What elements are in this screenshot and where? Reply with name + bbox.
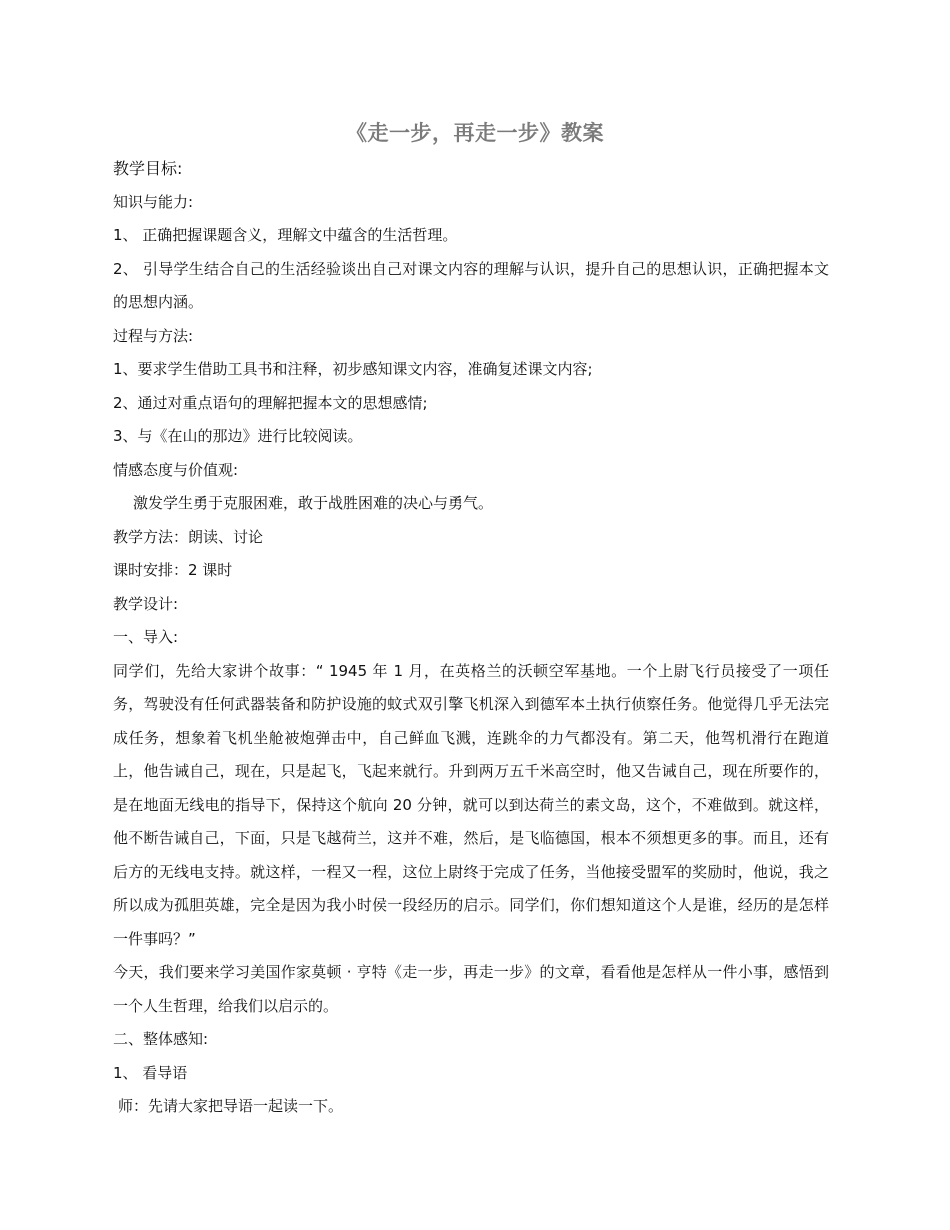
document-title: 《走一步，再走一步》教案	[346, 120, 604, 145]
document-body	[113, 152, 829, 1124]
paragraph: 今天，我们要来学习美国作家莫顿 · 亨特《走一步，再走一步》的文章，看看他是怎样从一件小事，感悟到一个人生哲理，给我们以启示的。	[113, 963, 829, 1015]
story-paragraph: 同学们，先给大家讲个故事：“ 1945 年 1 月，在英格兰的沃顿空军基地。一个上尉飞行员接受了一项任务，驾驶没有任何武器装备和防护设施的蚊式双引擎飞机深入到德军本土执行侦察任务。他觉得几乎无法完成任务，想象着飞机坐舱被炮弹击中，自己鲜血飞溅，连跳伞的力气都没有。第二天，他驾机滑行在跑道上，他告诫自己，现在，只是起飞，飞起来就行。升到两万五千米高空时，他又告诫自己，现在所要作的，是在地面无线电的指导下，保持这个航向 20 分钟，就可以到达荷兰的素文岛，这个，不难做到。就这样，他不断告诫自己，下面，只是飞越荷兰，这并不难，然后，是飞临德国，根本不须想更多的事。而且，还有后方的无线电支持。就这样，一程又一程，这位上尉终于完成了任务，当他接受盟军的奖励时，他说，我之所以成为孤胆英雄，完全是因为我小时侯一段经历的启示。同学们，你们想知道这个人是谁，经历的是怎样一件事吗？”	[113, 661, 829, 948]
list-item: 1、 看导语	[113, 1063, 188, 1082]
list-item: 1、要求学生借助工具书和注释，初步感知课文内容，准确复述课文内容;	[113, 360, 593, 378]
list-item: 3、与《在山的那边》进行比较阅读。	[113, 427, 363, 445]
subheading-design: 教学设计:	[113, 594, 179, 613]
paragraph: 师：先请大家把导语一起读一下。	[118, 1097, 344, 1115]
subheading-knowledge: 知识与能力:	[113, 192, 194, 211]
subheading-emotion: 情感态度与价值观:	[113, 460, 239, 479]
list-item: 1、 正确把握课题含义，理解文中蕴含的生活哲理。	[113, 226, 458, 244]
paragraph: 激发学生勇于克服困难，敢于战胜困难的决心与勇气。	[133, 494, 494, 512]
section-heading-objectives: 教学目标:	[113, 159, 183, 178]
subheading-intro: 一、导入:	[113, 628, 179, 646]
subheading-process: 过程与方法:	[113, 326, 194, 345]
list-item: 2、 引导学生结合自己的生活经验谈出自己对课文内容的理解与认识，提升自己的思想认识，正确把握本文的思想内涵。	[113, 259, 829, 311]
class-hours: 课时安排：2 课时	[113, 561, 233, 579]
list-item: 2、通过对重点语句的理解把握本文的思想感情;	[113, 393, 428, 412]
subheading-perception: 二、整体感知:	[113, 1030, 209, 1048]
teaching-method: 教学方法：朗读、讨论	[113, 527, 264, 546]
